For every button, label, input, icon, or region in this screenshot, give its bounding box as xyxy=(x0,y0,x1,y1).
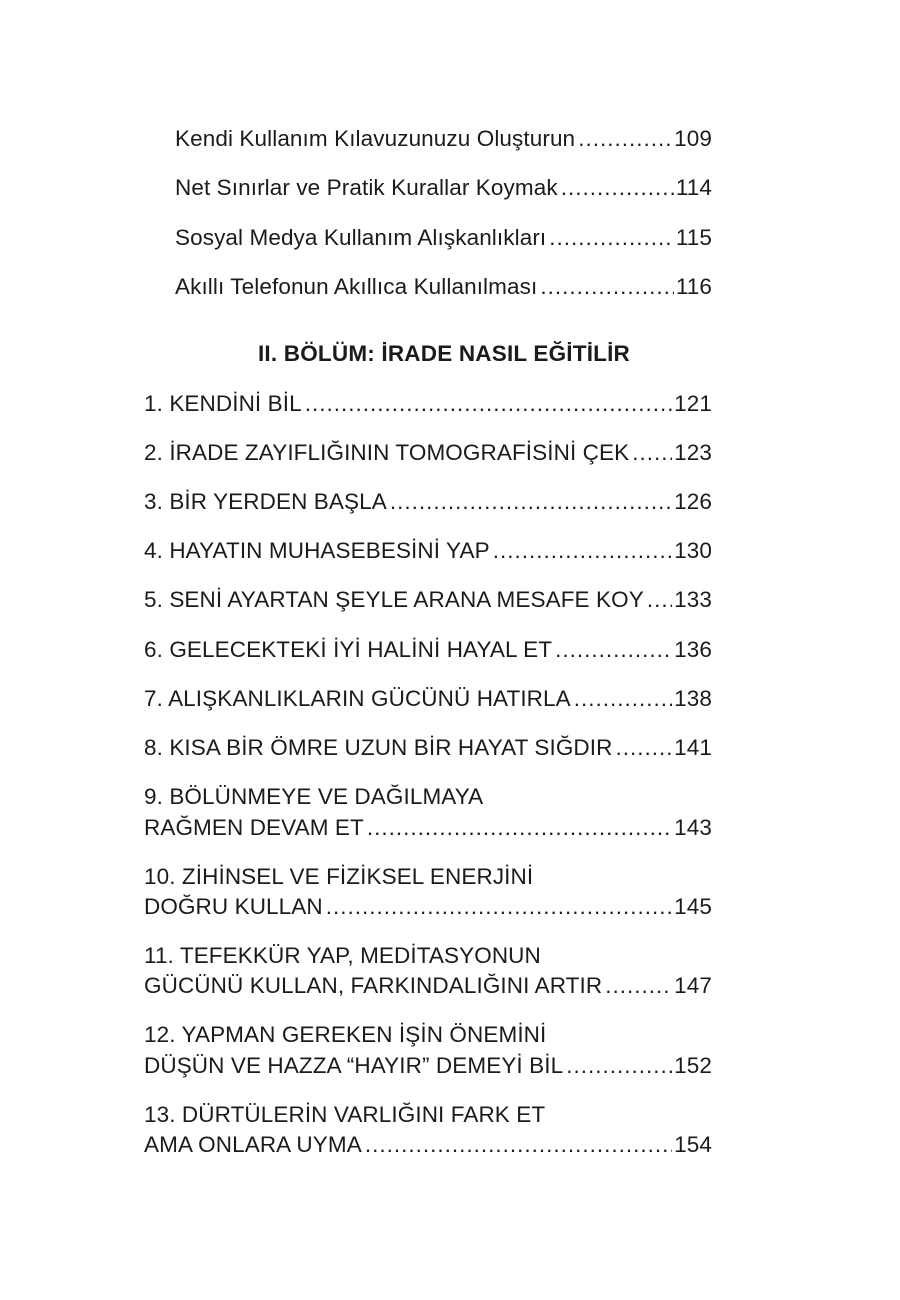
dot-leader xyxy=(367,813,672,843)
toc-entry-title: 4. HAYATIN MUHASEBESİNİ YAP xyxy=(144,538,490,563)
toc-page-number: 133 xyxy=(674,587,712,612)
toc-entry-title: RAĞMEN DEVAM ET xyxy=(144,815,364,840)
toc-entry xyxy=(144,813,712,843)
dot-leader xyxy=(540,272,674,302)
dot-leader xyxy=(326,892,672,922)
dot-leader xyxy=(390,487,672,517)
toc-entry-first-line: 11. TEFEKKÜR YAP, MEDİTASYONUN xyxy=(144,943,541,968)
dot-leader xyxy=(605,971,672,1001)
toc-page-number: 115 xyxy=(675,225,712,250)
toc-subentry-title: Net Sınırlar ve Pratik Kurallar Koymak xyxy=(175,175,558,200)
toc-entry-first-line: 10. ZİHİNSEL VE FİZİKSEL ENERJİNİ xyxy=(144,864,534,889)
toc-page-number: 141 xyxy=(674,735,712,760)
dot-leader xyxy=(615,733,672,763)
dot-leader xyxy=(632,438,672,468)
toc-page-number: 109 xyxy=(674,126,712,151)
toc-subentry xyxy=(175,124,712,154)
toc-page-number: 152 xyxy=(674,1053,712,1078)
toc-page-number: 114 xyxy=(675,175,712,200)
toc-subentry xyxy=(175,223,712,253)
section-heading: II. BÖLÜM: İRADE NASIL EĞİTİLİR xyxy=(257,341,631,366)
dot-leader xyxy=(365,1130,672,1160)
dot-leader xyxy=(647,585,672,615)
toc-entry xyxy=(144,892,712,922)
toc-entry-title: DOĞRU KULLAN xyxy=(144,894,323,919)
toc-entry-title: 6. GELECEKTEKİ İYİ HALİNİ HAYAL ET xyxy=(144,637,553,662)
toc-entry-title: 5. SENİ AYARTAN ŞEYLE ARANA MESAFE KOY xyxy=(144,587,644,612)
toc-entry xyxy=(144,635,712,665)
toc-entry-first-line: 9. BÖLÜNMEYE VE DAĞILMAYA xyxy=(144,784,484,809)
toc-entry-title: GÜCÜNÜ KULLAN, FARKINDALIĞINI ARTIR xyxy=(144,973,603,998)
toc-entry-title: 8. KISA BİR ÖMRE UZUN BİR HAYAT SIĞDIR xyxy=(144,735,613,760)
toc-entry xyxy=(144,487,712,517)
toc-subentry-title: Kendi Kullanım Kılavuzunuzu Oluşturun xyxy=(175,126,576,151)
toc-entry-title: AMA ONLARA UYMA xyxy=(144,1132,362,1157)
toc-page-number: 143 xyxy=(674,815,712,840)
toc-page-number: 123 xyxy=(674,440,712,465)
toc-page-number: 121 xyxy=(674,391,712,416)
toc-page-number: 126 xyxy=(674,489,712,514)
toc-entry xyxy=(144,1051,712,1081)
toc-entry xyxy=(144,733,712,763)
toc-page-number: 154 xyxy=(674,1132,712,1157)
toc-page-number: 145 xyxy=(674,894,712,919)
toc-entry-title: 1. KENDİNİ BİL xyxy=(144,391,302,416)
toc-subentry-title: Sosyal Medya Kullanım Alışkanlıkları xyxy=(175,225,547,250)
toc-entry xyxy=(144,1130,712,1160)
dot-leader xyxy=(578,124,672,154)
toc-entry xyxy=(144,389,712,419)
dot-leader xyxy=(493,536,672,566)
dot-leader xyxy=(555,635,672,665)
dot-leader xyxy=(561,173,674,203)
toc-entry-first-line: 12. YAPMAN GEREKEN İŞİN ÖNEMİNİ xyxy=(144,1022,547,1047)
toc-entry xyxy=(144,585,712,615)
toc-entry xyxy=(144,971,712,1001)
toc-page-number: 147 xyxy=(674,973,712,998)
dot-leader xyxy=(574,684,672,714)
toc-entry xyxy=(144,536,712,566)
toc-page-number: 136 xyxy=(674,637,712,662)
toc-subentry xyxy=(175,173,712,203)
toc-subentry xyxy=(175,272,712,302)
toc-page-number: 130 xyxy=(674,538,712,563)
toc-subentry-title: Akıllı Telefonun Akıllıca Kullanılması xyxy=(175,274,538,299)
toc-page-number: 138 xyxy=(674,686,712,711)
toc-entry-title: 2. İRADE ZAYIFLIĞININ TOMOGRAFİSİNİ ÇEK xyxy=(144,440,630,465)
dot-leader xyxy=(305,389,672,419)
dot-leader xyxy=(566,1051,672,1081)
toc-page-number: 116 xyxy=(675,274,712,299)
toc-entry xyxy=(144,438,712,468)
toc-entry xyxy=(144,684,712,714)
toc-entry-first-line: 13. DÜRTÜLERİN VARLIĞINI FARK ET xyxy=(144,1102,546,1127)
toc-entry-title: DÜŞÜN VE HAZZA “HAYIR” DEMEYİ BİL xyxy=(144,1053,564,1078)
toc-entry-title: 3. BİR YERDEN BAŞLA xyxy=(144,489,387,514)
toc-entry-title: 7. ALIŞKANLIKLARIN GÜCÜNÜ HATIRLA xyxy=(144,686,571,711)
dot-leader xyxy=(549,223,674,253)
